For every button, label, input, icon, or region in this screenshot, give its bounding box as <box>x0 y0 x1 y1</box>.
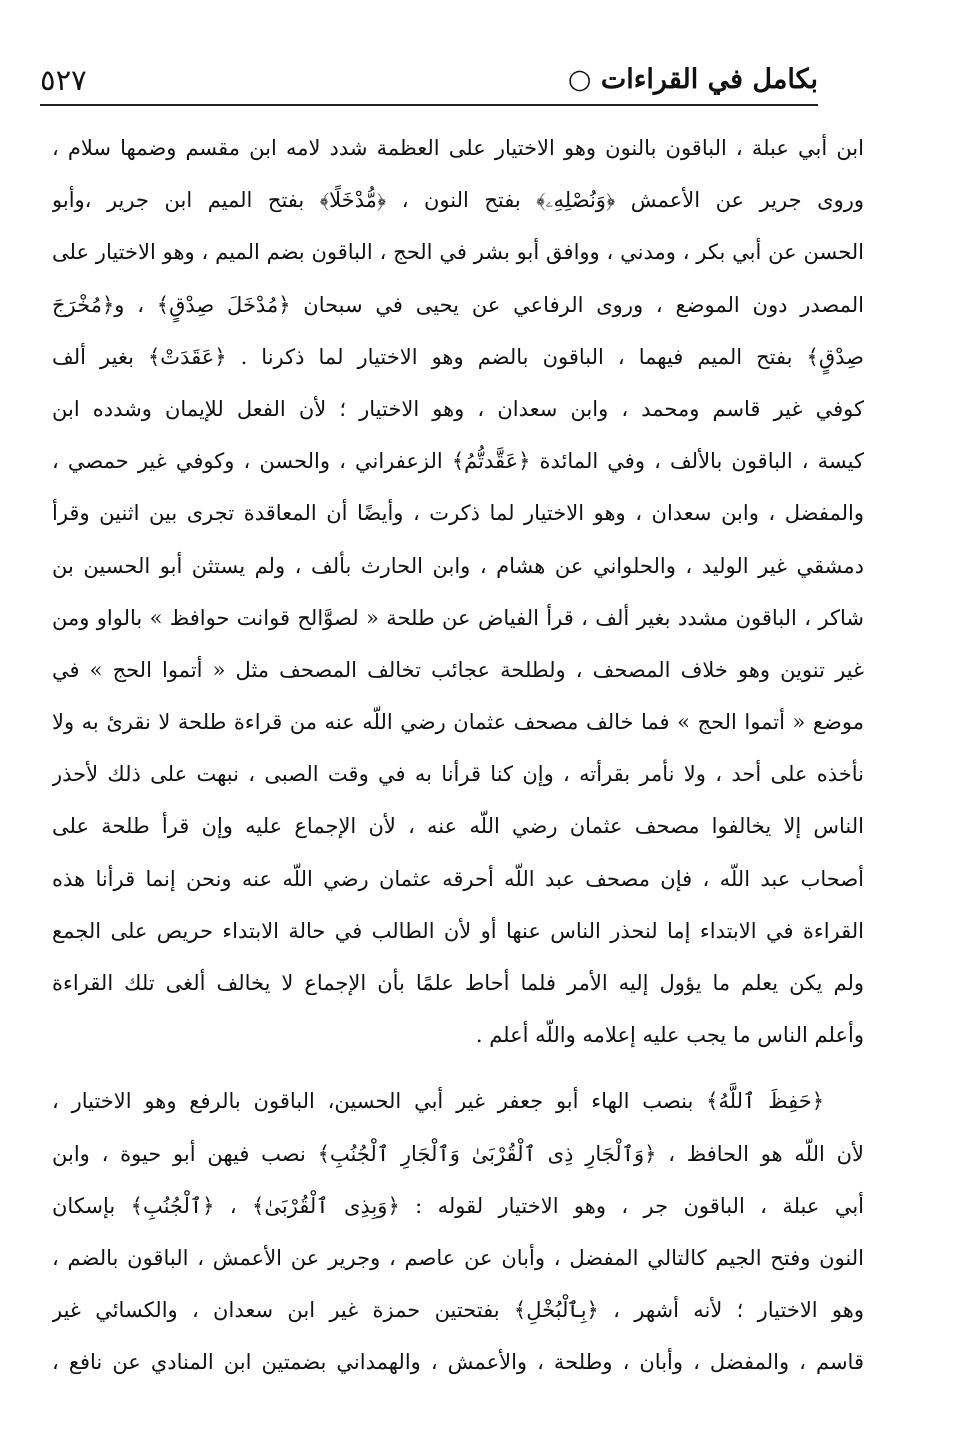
page-header <box>40 62 818 102</box>
text-line: ابن أبي عبلة ، الباقون بالنون وهو الاختيار على العظمة شدد لامه ابن مقسم وضمها سلام ، <box>52 136 864 160</box>
paragraph-gap <box>52 1061 864 1075</box>
text-line: النون وفتح الجيم كالتالي المفضل ، وأبان عن عاصم ، وجرير عن الأعمش ، الباقون بالضم ، <box>52 1245 864 1270</box>
page-number: ٥٢٧ <box>40 63 87 97</box>
text-line: الحسن عن أبي بكر ، ومدني ، ووافق أبو بشر في الحج ، الباقون بضم الميم ، وهو الاختيار على <box>52 240 864 265</box>
text-line: والمفضل ، وابن سعدان ، وهو الاختيار لما ذكرت ، وأيضًا أن المعاقدة تجرى بين اثنين وقرأ <box>52 501 864 526</box>
paragraph-2 <box>52 1075 864 1388</box>
text-line: وأعلم الناس ما يجب عليه إعلامه واللّه أعلم . <box>475 1023 864 1048</box>
text-line: الناس إلا يخالفوا مصحف عثمان رضي اللّه عنه ، لأن الإجماع عليه وإن قرأ طلحة على <box>52 814 864 839</box>
paragraph-1 <box>52 122 864 1061</box>
text-line: ولم يكن يعلم ما يؤول إليه الأمر فلما أحاط علمًا بأن الإجماع لا يخالف ألغى تلك القراءة <box>52 971 864 995</box>
text-line: غير تنوين وهو خلاف المصحف ، ولطلحة عجائب تخالف المصحف مثل « أتموا الحج » في <box>52 657 864 682</box>
text-line: وهو الاختيار ؛ لأنه أشهر ، ﴿بِٱلْبُخْلِ﴾ بفتحتين حمزة غير ابن سعدان ، والكسائي غير <box>52 1298 864 1323</box>
text-line: ﴿حَفِظَ ٱللَّهُ﴾ بنصب الهاء أبو جعفر غير أبي الحسين، الباقون بالرفع وهو الاختيار ، <box>52 1089 824 1114</box>
text-line: موضع « أتموا الحج » فما خالف مصحف عثمان رضي اللّه عنه من قراءة طلحة لا نقرئ به ولا <box>52 710 864 735</box>
book-title: بكامل في القراءات ○ <box>567 64 818 95</box>
text-line: شاكر ، الباقون مشدد بغير ألف ، قرأ الفياض عن طلحة « لصوَّالح قوانت حوافظ » بالواو ومن <box>52 605 864 630</box>
text-line: نأخذه على أحد ، ولا نأمر بقرأته ، وإن كنا قرأنا به في وقت الصبى ، نبهت على ذلك لأحذر <box>52 762 864 787</box>
text-line: أصحاب عبد اللّه ، فإن مصحف عبد اللّه أحرقه عثمان رضي اللّه عنه ونحن إنما قرأنا هذه <box>52 866 864 891</box>
text-line: المصدر دون الموضع ، وروى الرفاعي عن يحيى في سبحان ﴿مُدْخَلَ صِدْقٍ﴾ ، و﴿مُخْرَجَ <box>52 292 864 317</box>
text-line: لأن اللّه هو الحافظ ، ﴿وَٱلْجَارِ ذِى ٱلْقُرْبَىٰ وَٱلْجَارِ ٱلْجُنُبِ﴾ نصب فيهن أبو حيوة ، وابن <box>52 1141 864 1166</box>
page-body <box>52 122 864 1389</box>
text-line: كوفي غير قاسم ومحمد ، وابن سعدان ، وهو الاختيار ؛ لأن الفعل للإيمان وشدده ابن <box>52 396 864 421</box>
text-line: كيسة ، الباقون بالألف ، وفي المائدة ﴿عَقَّدتُّمُ﴾ الزعفراني ، والحسن ، وكوفي غير حمصي ، <box>52 449 864 474</box>
text-line: القراءة في الابتداء إما لنحذر الناس عنها أو لأن الطالب في حالة الابتداء حريص على الجمع <box>52 918 864 943</box>
text-line: قاسم ، والمفضل ، وأبان ، وطلحة ، والأعمش ، والهمداني بضمتين ابن المنادي عن نافع ، <box>52 1350 864 1375</box>
text-line: أبي عبلة ، الباقون جر ، وهو الاختيار لقوله : ﴿وَبِذِى ٱلْقُرْبَىٰ﴾ ، ﴿ٱلْجُنُبِ﴾ بإسكان <box>52 1193 864 1218</box>
header-divider <box>40 104 818 106</box>
text-line: دمشقي غير الوليد ، والحلواني عن هشام ، وابن الحارث بألف ، ولم يستثن أبو الحسين بن <box>52 553 864 578</box>
text-line: وروى جرير عن الأعمش ﴿وَنُصْلِهِۦ﴾ بفتح النون ، ﴿مُّدْخَلًا﴾ بفتح الميم ابن جرير ،وأبو <box>52 188 864 213</box>
text-line: صِدْقٍ﴾ بفتح الميم فيهما ، الباقون بالضم وهو الاختيار لما ذكرنا . ﴿عَقَدَتْ﴾ بغير ألف <box>52 344 864 369</box>
